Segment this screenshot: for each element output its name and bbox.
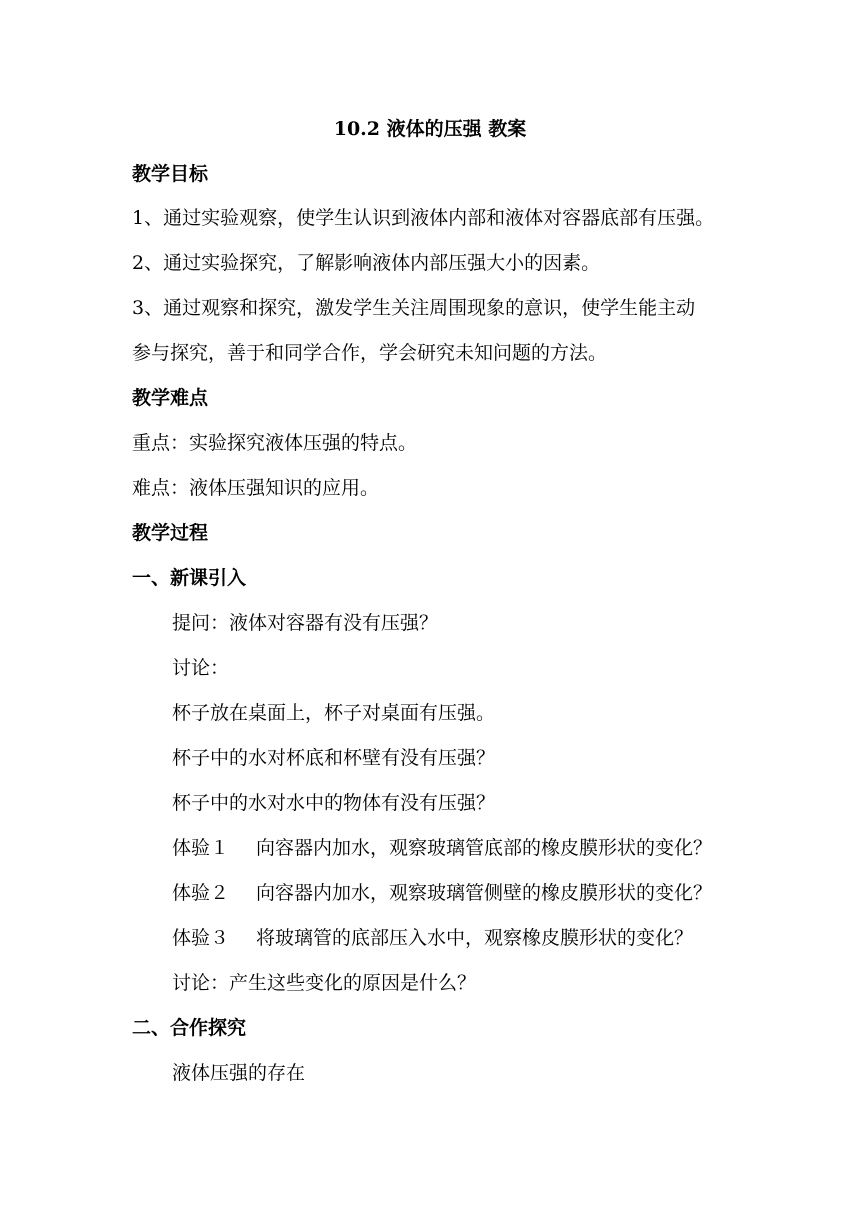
experiment-2: [172, 881, 712, 905]
experiment-1-label: 体验１: [172, 837, 230, 859]
objective-item-3-continued: 参与探究，善于和同学合作，学会研究未知问题的方法。: [132, 342, 608, 364]
experiment-2-text: 向容器内加水，观察玻璃管侧壁的橡皮膜形状的变化？: [256, 882, 713, 904]
discussion-line-1: 杯子放在桌面上，杯子对桌面有压强。: [172, 702, 496, 724]
experiment-3-text: 将玻璃管的底部压入水中，观察橡皮膜形状的变化？: [256, 927, 694, 949]
part1-heading: 一、新课引入: [132, 567, 247, 589]
experiment-1: [172, 836, 712, 860]
intro-question: 提问：液体对容器有没有压强？: [172, 612, 439, 634]
document-title: 10.2 液体的压强 教案: [333, 118, 527, 140]
process-heading: 教学过程: [132, 522, 209, 544]
discuss-label: 讨论：: [172, 657, 230, 679]
discuss-reason: 讨论：产生这些变化的原因是什么？: [172, 972, 477, 994]
discussion-line-3: 杯子中的水对水中的物体有没有压强？: [172, 792, 496, 814]
experiment-1-text: 向容器内加水，观察玻璃管底部的橡皮膜形状的变化？: [256, 837, 713, 859]
experiment-2-label: 体验２: [172, 882, 230, 904]
objective-item-3: 3、通过观察和探究，激发学生关注周围现象的意识，使学生能主动: [132, 297, 696, 319]
part2-heading: 二、合作探究: [132, 1017, 247, 1039]
experiment-3: [172, 926, 693, 950]
objective-item-2: 2、通过实验探究，了解影响液体内部压强大小的因素。: [132, 252, 601, 274]
experiment-3-label: 体验３: [172, 927, 230, 949]
difficulties-heading: 教学难点: [132, 387, 209, 409]
hard-point: 难点：液体压强知识的应用。: [132, 477, 380, 499]
key-point: 重点：实验探究液体压强的特点。: [132, 432, 418, 454]
objectives-heading: 教学目标: [132, 163, 209, 185]
part2-subheading: 液体压强的存在: [172, 1062, 306, 1084]
objective-item-1: 1、通过实验观察，使学生认识到液体内部和液体对容器底部有压强。: [132, 207, 715, 229]
discussion-line-2: 杯子中的水对杯底和杯壁有没有压强？: [172, 747, 496, 769]
